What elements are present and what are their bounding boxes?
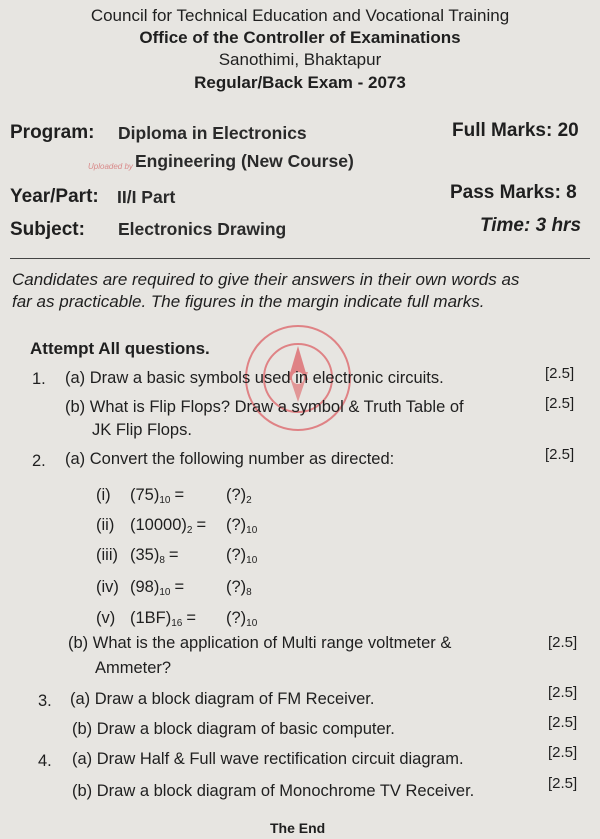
conversion-label: (i) [96,486,111,504]
q4b-text: (b) Draw a block diagram of Monochrome TV Receiver. [72,782,475,800]
q2a-marks: [2.5] [545,446,575,463]
subject-label: Subject: [10,219,85,240]
office-title: Office of the Controller of Examinations [139,28,461,47]
instructions-line1: Candidates are required to give their answers in their own words as [12,270,520,289]
council-title: Council for Technical Education and Vocational Training [90,6,510,25]
conversion-to: $(?)_2$ [226,486,252,506]
conversion-from: $(1BF)_{16}$ = [130,609,197,629]
q2b-line1: (b) What is the application of Multi range voltmeter & [68,634,452,652]
q4-number: 4. [38,752,52,770]
q1b-marks: [2.5] [545,395,575,412]
conversion-to: $(?)_{10}$ [226,546,258,566]
q4a-text: (a) Draw Half & Full wave rectification circuit diagram. [72,750,464,768]
location: Sanothimi, Bhaktapur [218,50,382,69]
conversion-from: $(35)_8$ = [130,546,179,566]
q1-number: 1. [32,370,46,388]
conversion-label: (iii) [96,546,118,564]
q2a-text: (a) Convert the following number as directed: [65,450,395,468]
program-label: Program: [10,122,95,143]
q1a-marks: [2.5] [545,365,575,382]
conversion-to: $(?)_{10}$ [226,516,258,536]
conversion-to: $(?)_8$ [226,578,252,598]
q1b-line2: JK Flip Flops. [92,421,192,439]
attempt-heading: Attempt All questions. [30,339,210,358]
pass-marks: Pass Marks: 8 [450,182,577,203]
exam-title: Regular/Back Exam - 2073 [194,73,406,92]
q2-number: 2. [32,452,46,470]
q3-number: 3. [38,692,52,710]
q3b-text: (b) Draw a block diagram of basic computer. [72,720,395,738]
q2b-marks: [2.5] [548,634,578,651]
divider [10,258,590,259]
conversion-from: $(10000)_2$ = [130,516,207,536]
q1b-line1: (b) What is Flip Flops? Draw a symbol & Truth Table of [65,398,464,416]
year-label: Year/Part: [10,186,99,207]
conversion-label: (ii) [96,516,115,534]
q3b-marks: [2.5] [548,714,578,731]
program-value-line1: Diploma in Electronics [118,123,307,143]
conversion-from: $(98)_{10}$ = [130,578,185,598]
conversion-label: (v) [96,609,116,627]
the-end: The End [270,820,326,836]
q3a-marks: [2.5] [548,684,578,701]
full-marks: Full Marks: 20 [452,120,579,141]
program-value-line2: Engineering (New Course) [135,151,354,171]
q3a-text: (a) Draw a block diagram of FM Receiver. [70,690,375,708]
subject-value: Electronics Drawing [118,219,287,239]
conversion-to: $(?)_{10}$ [226,609,258,629]
q2b-line2: Ammeter? [95,659,172,677]
conversion-label: (iv) [96,578,119,596]
q1a-text: (a) Draw a basic symbols used in electronic circuits. [65,369,444,387]
q4b-marks: [2.5] [548,775,578,792]
instructions-line2: far as practicable. The figures in the margin indicate full marks. [12,292,485,311]
conversion-from: $(75)_{10}$ = [130,486,185,506]
q4a-marks: [2.5] [548,744,578,761]
watermark: Uploaded by [88,162,133,171]
time: Time: 3 hrs [480,215,582,236]
year-value: II/I Part [117,187,176,207]
